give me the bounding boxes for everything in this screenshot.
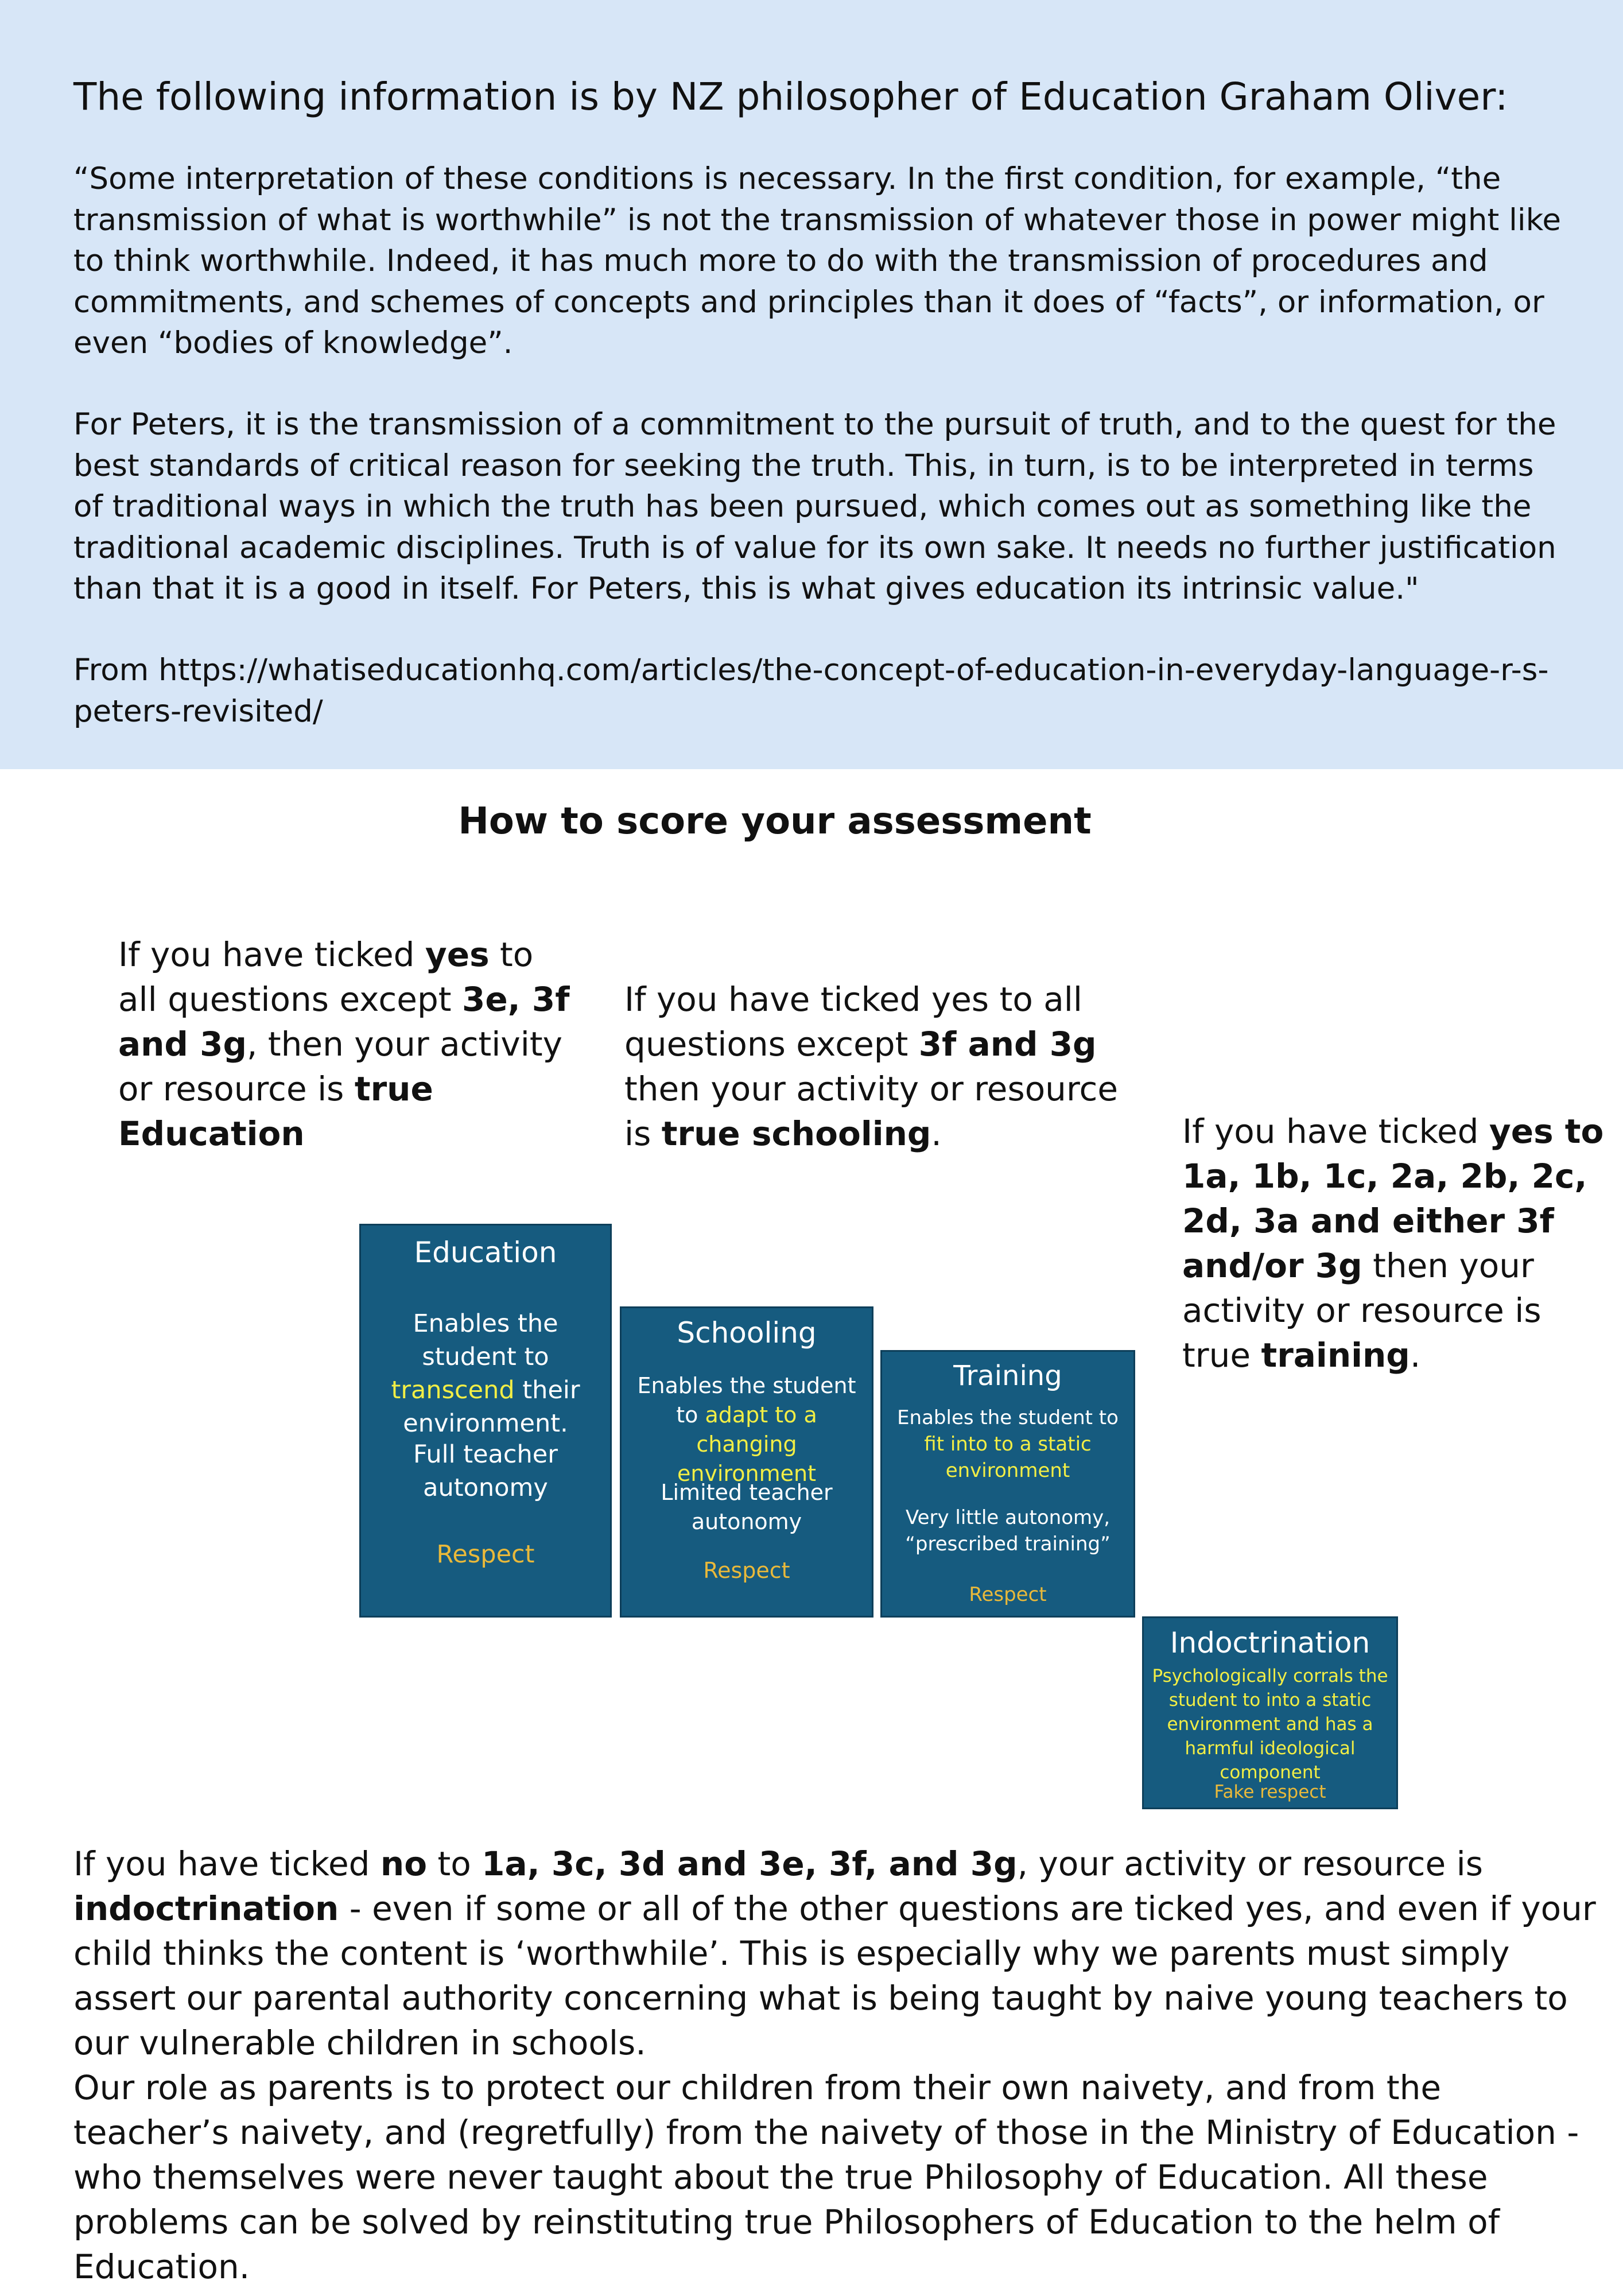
- indoctrination-box-respect: Fake respect: [1214, 1782, 1326, 1802]
- training-box-description: Enables the student to fit into to a static environment: [897, 1406, 1119, 1482]
- training-highlight: fit into to a static environment: [924, 1433, 1092, 1482]
- training-box: [880, 1350, 1135, 1618]
- education-highlight: transcend: [391, 1376, 515, 1405]
- intro-panel: [0, 0, 1623, 769]
- schooling-highlight: adapt to a changing environment: [677, 1402, 817, 1486]
- training-box-respect: Respect: [969, 1583, 1047, 1606]
- indoctrination-box-title: Indoctrination: [1170, 1626, 1370, 1659]
- schooling-box-title: Schooling: [677, 1316, 817, 1349]
- indoctrination-box: [1142, 1616, 1398, 1809]
- schooling-box-autonomy: Limited teacher autonomy: [661, 1480, 833, 1534]
- conclusion-text: [73, 1841, 1600, 2289]
- intro-paragraph-1: “Some interpretation of these conditions is necessary. In the first condition, for example, “the transmission of what is worthwhile” is not the transmission of whatever those in power might like to think worthwhile. Indeed, it has much more to do with the transmission of procedures and commitments, and schemes of concepts and principles than it does of “facts”, or information, or even “bodies of knowledge”.: [73, 161, 1562, 360]
- training-box-title: Training: [953, 1360, 1062, 1392]
- education-box-description: Enables the student to transcend their environment.: [391, 1309, 580, 1438]
- education-box-autonomy: Full teacher autonomy: [413, 1440, 558, 1502]
- training-box-autonomy: Very little autonomy, “prescribed training”: [905, 1506, 1111, 1556]
- schooling-box-description: Enables the student to adapt to a changing environment: [637, 1373, 856, 1486]
- education-box: [359, 1224, 612, 1618]
- training-caption: If you have ticked yes to 1a, 1b, 1c, 2a, 2b, 2c, 2d, 3a and either 3f and/or 3g then your activity or resource is true training.: [1182, 1112, 1604, 1375]
- education-box-respect: Respect: [436, 1540, 535, 1569]
- schooling-caption: If you have ticked yes to all questions except 3f and 3g then your activity or resource is true schooling.: [624, 980, 1119, 1153]
- intro-paragraph-2: For Peters, it is the transmission of a commitment to the pursuit of truth, and to the quest for the best standards of critical reason for seeking the truth. This, in turn, is to be interpreted in terms of traditional ways in which the truth has been pursued, which comes out as something like the traditional academic disciplines. Truth is of value for its own sake. It needs no further justification than that it is a good in itself. For Peters, this is what gives education its intrinsic value.": [73, 407, 1556, 606]
- conclusion-paragraph-1: If you have ticked no to 1a, 3c, 3d and 3e, 3f, and 3g, your activity or resource is indoctrination - even if some or all of the other questions are ticked yes, and even if your child thinks the content is ‘worthwhile’. This is especially why we parents must simply assert our parental authority concerning what is being taught by naive young teachers to our vulnerable children in schools.: [73, 1844, 1596, 2062]
- education-box-title: Education: [414, 1236, 557, 1269]
- schooling-box-respect: Respect: [703, 1558, 790, 1583]
- indoctrination-box-description: Psychologically corrals the student to into a static environment and has a harmful ideological component: [1152, 1666, 1388, 1783]
- schooling-box: [620, 1306, 873, 1618]
- intro-heading: The following information is by NZ philosopher of Education Graham Oliver:: [73, 75, 1508, 119]
- scoring-title: How to score your assessment: [458, 800, 1092, 843]
- intro-source: From https://whatiseducationhq.com/articles/the-concept-of-education-in-everyday-language-r-s-peters-revisited/: [73, 653, 1549, 729]
- education-caption: If you have ticked yes to all questions except 3e, 3f and 3g, then your activity or resource is true Education: [118, 935, 570, 1153]
- conclusion-paragraph-2: Our role as parents is to protect our children from their own naivety, and from the teacher’s naivety, and (regretfully) from the naivety of those in the Ministry of Education - who themselves were never taught about the true Philosophy of Education. All these problems can be solved by reinstituting true Philosophers of Education to the helm of Education.: [73, 2068, 1579, 2286]
